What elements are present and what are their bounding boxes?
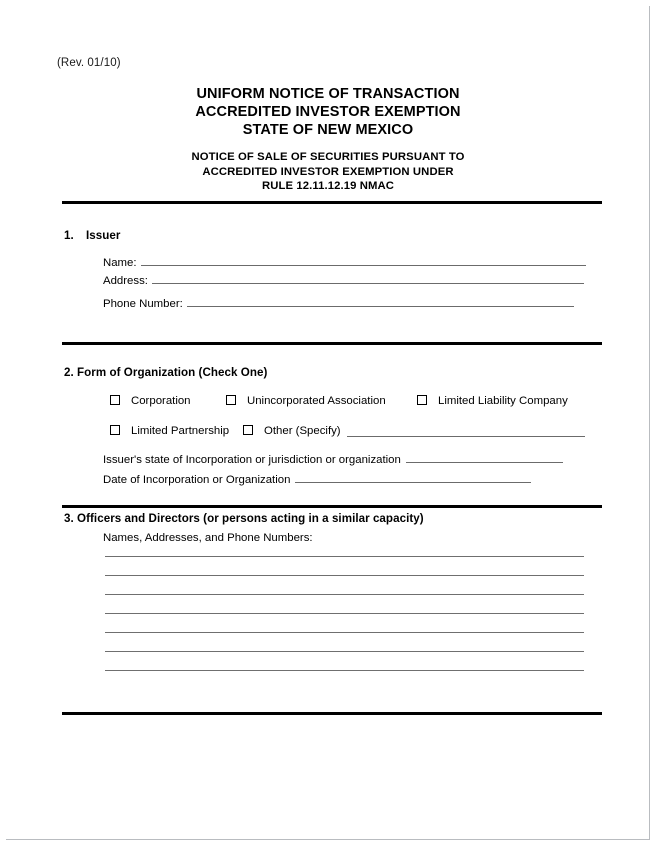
subtitle-line-3: RULE 12.11.12.19 NMAC (261, 180, 395, 192)
checkbox-unincorporated-association[interactable] (226, 395, 386, 407)
checkbox-corporation[interactable] (110, 395, 191, 407)
section-divider-3 (62, 505, 602, 508)
officers-directors-line[interactable] (105, 594, 584, 595)
section-3-heading: 3. Officers and Directors (or persons acting in a similar capacity) (64, 512, 424, 525)
issuer-name-label: Name: (103, 257, 137, 269)
issuer-phone-row (103, 295, 574, 311)
checkbox-limited-partnership-label: Limited Partnership (131, 425, 230, 437)
section-1-number: 1. (64, 229, 74, 242)
officers-directors-line[interactable] (105, 556, 584, 557)
issuer-phone-input[interactable] (187, 295, 574, 307)
document-page (6, 6, 650, 840)
officers-directors-line[interactable] (105, 575, 584, 576)
state-of-incorporation-label: Issuer's state of Incorporation or jurisdiction or organization (103, 454, 401, 466)
title-line-2: ACCREDITED INVESTOR EXEMPTION (195, 104, 461, 120)
issuer-name-input[interactable] (141, 254, 586, 266)
revision-label: (Rev. 01/10) (57, 57, 121, 69)
officers-directors-line[interactable] (105, 613, 584, 614)
other-specify-input[interactable] (347, 436, 585, 437)
officers-directors-line[interactable] (105, 632, 584, 633)
section-divider-4 (62, 712, 602, 715)
issuer-address-label: Address: (103, 275, 148, 287)
section-1-title: Issuer (86, 229, 121, 242)
page-title (6, 85, 650, 139)
title-line-1: UNIFORM NOTICE OF TRANSACTION (196, 86, 460, 102)
issuer-phone-label: Phone Number: (103, 298, 183, 310)
page-subtitle (6, 150, 650, 194)
state-of-incorporation-row (103, 451, 563, 466)
section-2-heading: 2. Form of Organization (Check One) (64, 366, 268, 379)
checkbox-corporation-label: Corporation (131, 395, 191, 407)
subtitle-line-1: NOTICE OF SALE OF SECURITIES PURSUANT TO (191, 151, 465, 163)
date-of-incorporation-label: Date of Incorporation or Organization (103, 474, 291, 486)
checkbox-other-label: Other (Specify) (264, 425, 341, 437)
checkbox-icon[interactable] (110, 395, 120, 405)
checkbox-limited-liability-company-label: Limited Liability Company (438, 395, 568, 407)
subtitle-line-2: ACCREDITED INVESTOR EXEMPTION UNDER (202, 165, 454, 178)
state-of-incorporation-input[interactable] (406, 451, 563, 463)
issuer-name-row (103, 254, 586, 270)
issuer-address-row (103, 272, 584, 288)
section-divider-1 (62, 201, 602, 204)
section-1-heading (64, 229, 120, 242)
title-line-3: STATE OF NEW MEXICO (242, 122, 414, 138)
checkbox-limited-liability-company[interactable] (417, 395, 568, 407)
officers-directors-line[interactable] (105, 670, 584, 671)
section-divider-2 (62, 342, 602, 345)
checkbox-icon[interactable] (110, 425, 120, 435)
officers-directors-lines (105, 556, 584, 689)
checkbox-icon[interactable] (243, 425, 253, 435)
issuer-address-input[interactable] (152, 272, 584, 284)
section-3-subheading: Names, Addresses, and Phone Numbers: (103, 532, 313, 544)
checkbox-unincorporated-association-label: Unincorporated Association (247, 395, 386, 407)
officers-directors-line[interactable] (105, 651, 584, 652)
date-of-incorporation-input[interactable] (295, 471, 531, 483)
checkbox-other[interactable] (243, 425, 341, 437)
document-body (6, 6, 650, 840)
date-of-incorporation-row (103, 471, 531, 486)
checkbox-icon[interactable] (226, 395, 236, 405)
checkbox-limited-partnership[interactable] (110, 425, 229, 437)
checkbox-icon[interactable] (417, 395, 427, 405)
